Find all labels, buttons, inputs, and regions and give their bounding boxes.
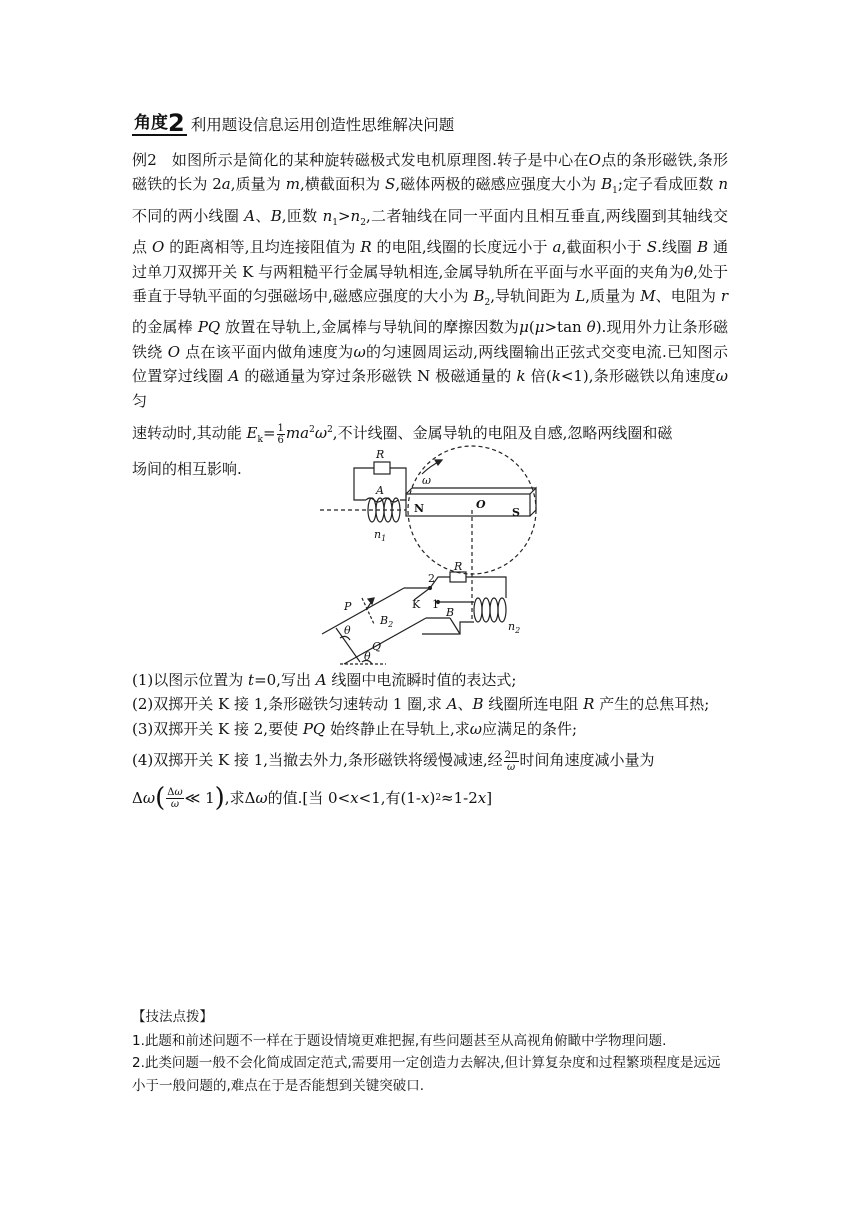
label-r-top: R [376, 448, 385, 461]
label-q: Q [372, 640, 382, 653]
label-one: 1 [432, 598, 439, 611]
section-heading [132, 109, 455, 137]
label-s: S [512, 506, 520, 519]
angle-tag-number: 2 [168, 109, 185, 137]
label-theta-1: θ [344, 624, 351, 637]
label-p: P [344, 600, 352, 613]
resistor-top [374, 462, 390, 474]
label-omega: ω [422, 474, 431, 487]
section-title: 利用题设信息运用创造性思维解决问题 [190, 116, 455, 134]
label-n1: $n_1$ [374, 528, 387, 543]
label-two: 2 [428, 572, 435, 585]
example-label: 例2 [132, 151, 157, 169]
label-a: A [376, 484, 384, 497]
question-3: (3)双掷开关 K 接 2,要使 PQ 始终静止在导轨上,求ω应满足的条件; [132, 719, 578, 738]
question-2: (2)双掷开关 K 接 1,条形磁铁匀速转动 1 圈,求 A、B 线圈所连电阻 R 产生的总焦耳热; [132, 695, 710, 714]
question-4-cont: Δ ω ( $\frac{\Delta\omega}{\omega}$ ≪ 1 ) ,求Δ ω 的值.[当 0< x <1,有(1- x ) 2 ≈1-2 x ] [132, 783, 493, 814]
tips-title: 【技法点拨】 [132, 1009, 213, 1025]
tips-line-1: 1.此题和前述问题不一样在于题设情境更难把握,有些问题甚至从高视角俯瞰中学物理问题. [132, 1032, 667, 1049]
question-1: (1)以图示位置为 t=0,写出 A 线圈中电流瞬时值的表达式; [132, 671, 517, 689]
angle-tag: 角度 [132, 113, 168, 136]
label-n2: $n_2$ [508, 620, 521, 635]
question-list [132, 668, 728, 813]
coil-b [474, 598, 506, 622]
label-n: N [414, 502, 425, 515]
label-k: K [412, 598, 421, 611]
label-theta-2: θ [364, 650, 371, 663]
question-4: (4)双掷开关 K 接 1,当撤去外力,条形磁铁将缓慢减速,经 $\frac{2\pi}{\omega}$ 时间角速度减小量为 [132, 749, 655, 773]
problem-statement: 例2 如图所示是简化的某种旋转磁极式发电机原理图.转子是中心在O点的条形磁铁,条形磁铁的长为 2a,质量为 m,横截面积为 S,磁体两极的磁感应强度大小为 $B_1$;定子看成匝数 n 不同的两小线圈 A、B,匝数 $n_1>n_2$,二者轴线在同一平面内且相互垂直,两线圈到其轴线交点 O 的距离相等,且均连接阻值为 R 的电阻,线圈的长度远小于 a,截面积小于 S.线圈 B 通过单刀双掷开关 K 与两粗糙平行金属导轨相连,金属导轨所在平面与水平面的夹角为θ,处于垂直于导轨平面的匀强磁场中,磁感应强度的大小为 $B_2$,导轨间距为 L,质量为 M、电阻为 r 的金属棒 PQ 放置在导轨上,金属棒与导轨间的摩擦因数为μ(μ>tan θ).现用外力让条形磁铁绕 O 点在该平面内做角速度为ω的匀速圆周运动,两线圈输出正弦式交变电流.已知图示位置穿过线圈 A 的磁通量为穿过条形磁铁 N 极磁通量的 k 倍(k<1),条形磁铁以角速度ω匀 速转动时,其动能 $E_k=$ $\frac{1}{6}$ $ma^2\omega^2$,不计线圈、金属导轨的电阻及自感,忽略两线圈和磁 场间的相互影响. [132, 151, 729, 479]
label-b2: $B_2$ [380, 614, 394, 629]
label-b: B [446, 606, 455, 619]
label-r-mid: R [454, 560, 463, 573]
label-o: O [476, 498, 486, 511]
generator-diagram [310, 438, 550, 670]
tips-section [132, 1006, 728, 1097]
tips-line-2: 2.此类问题一般不会化简成固定范式,需要用一定创造力去解决,但计算复杂度和过程繁琐程度是远远小于一般问题的,难点在于是否能想到关键突破口. [132, 1055, 721, 1094]
